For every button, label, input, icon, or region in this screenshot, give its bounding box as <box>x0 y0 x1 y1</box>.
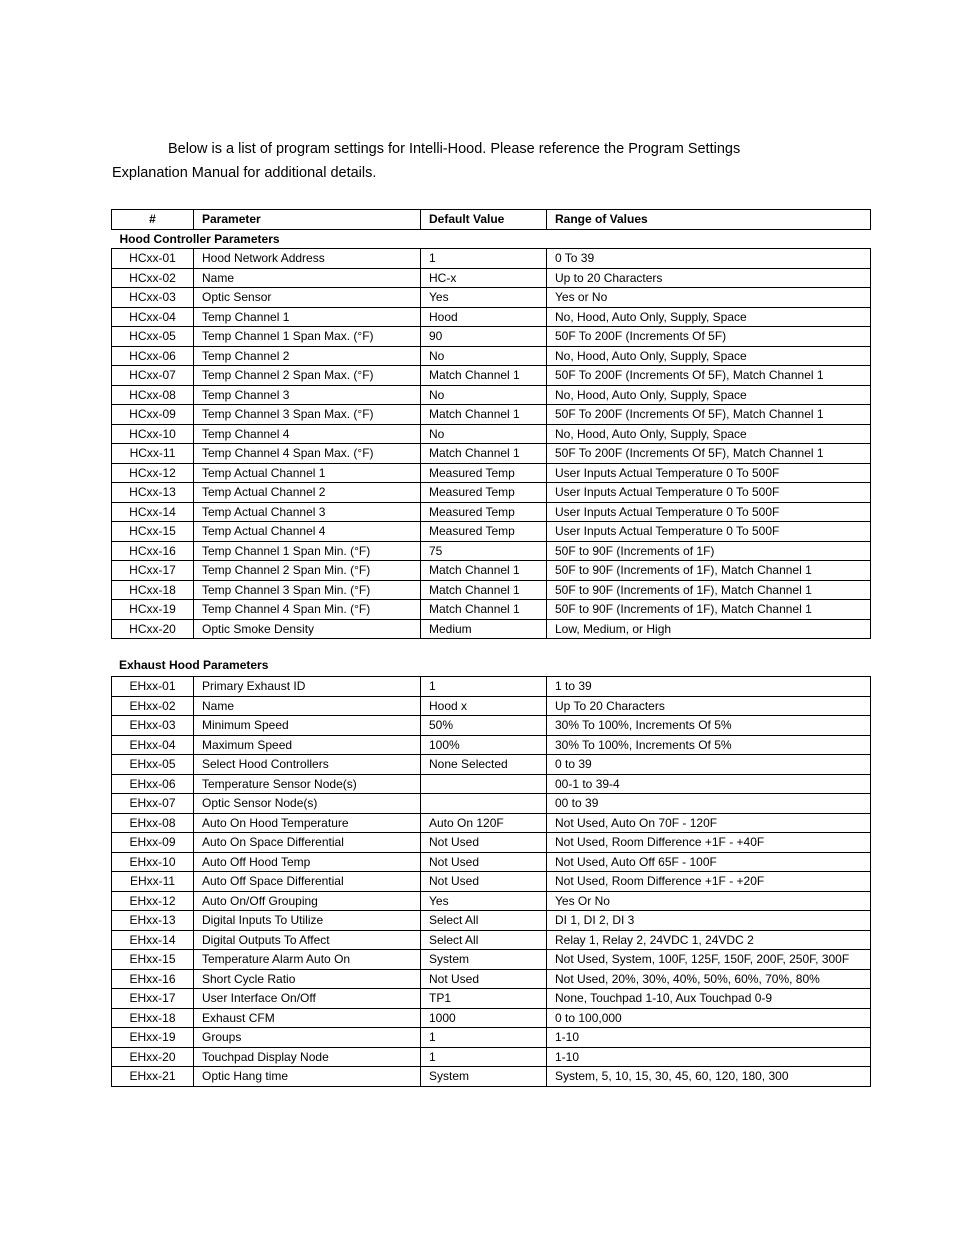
cell-default: Measured Temp <box>421 522 547 542</box>
cell-parameter: Auto Off Space Differential <box>194 872 421 892</box>
table-row <box>112 852 871 872</box>
cell-number: HCxx-16 <box>112 541 194 561</box>
table-row <box>112 774 871 794</box>
table-row <box>112 580 871 600</box>
cell-range: User Inputs Actual Temperature 0 To 500F <box>547 502 871 522</box>
table-row <box>112 755 871 775</box>
cell-parameter: Digital Inputs To Utilize <box>194 911 421 931</box>
cell-default: 50% <box>421 716 547 736</box>
cell-parameter: Temp Actual Channel 4 <box>194 522 421 542</box>
cell-default: TP1 <box>421 989 547 1009</box>
cell-range: User Inputs Actual Temperature 0 To 500F <box>547 463 871 483</box>
cell-parameter: Temp Channel 2 Span Min. (°F) <box>194 561 421 581</box>
cell-parameter: Maximum Speed <box>194 735 421 755</box>
cell-parameter: Optic Sensor Node(s) <box>194 794 421 814</box>
cell-range: 00 to 39 <box>547 794 871 814</box>
hood-controller-table <box>111 209 871 639</box>
cell-number: EHxx-09 <box>112 833 194 853</box>
table-row <box>112 424 871 444</box>
cell-number: HCxx-18 <box>112 580 194 600</box>
cell-range: Yes Or No <box>547 891 871 911</box>
col-header-range: Range of Values <box>547 210 871 230</box>
cell-number: HCxx-20 <box>112 619 194 639</box>
cell-range: No, Hood, Auto Only, Supply, Space <box>547 385 871 405</box>
cell-default: Not Used <box>421 872 547 892</box>
cell-default <box>421 794 547 814</box>
cell-range: Not Used, Room Difference +1F - +20F <box>547 872 871 892</box>
cell-parameter: Optic Sensor <box>194 288 421 308</box>
table-row <box>112 307 871 327</box>
cell-default: Auto On 120F <box>421 813 547 833</box>
cell-number: EHxx-01 <box>112 677 194 697</box>
cell-parameter: Name <box>194 696 421 716</box>
col-header-default: Default Value <box>421 210 547 230</box>
cell-range: User Inputs Actual Temperature 0 To 500F <box>547 522 871 542</box>
cell-range: 0 To 39 <box>547 249 871 269</box>
cell-number: EHxx-19 <box>112 1028 194 1048</box>
cell-parameter: Temp Actual Channel 2 <box>194 483 421 503</box>
cell-parameter: Primary Exhaust ID <box>194 677 421 697</box>
cell-default: Select All <box>421 911 547 931</box>
cell-range: 50F to 90F (Increments of 1F), Match Channel 1 <box>547 580 871 600</box>
cell-default: Not Used <box>421 852 547 872</box>
table-row <box>112 483 871 503</box>
table-row <box>112 1008 871 1028</box>
cell-number: EHxx-04 <box>112 735 194 755</box>
cell-range: Not Used, Auto On 70F - 120F <box>547 813 871 833</box>
col-header-number: # <box>112 210 194 230</box>
cell-default: System <box>421 1067 547 1087</box>
cell-parameter: Short Cycle Ratio <box>194 969 421 989</box>
cell-default: Match Channel 1 <box>421 580 547 600</box>
cell-number: HCxx-08 <box>112 385 194 405</box>
cell-default: No <box>421 424 547 444</box>
cell-range: 50F to 90F (Increments of 1F), Match Channel 1 <box>547 600 871 620</box>
exhaust-hood-table <box>111 676 871 1087</box>
cell-number: HCxx-04 <box>112 307 194 327</box>
cell-number: EHxx-14 <box>112 930 194 950</box>
cell-number: HCxx-11 <box>112 444 194 464</box>
table-row <box>112 561 871 581</box>
cell-number: EHxx-17 <box>112 989 194 1009</box>
table-row <box>112 716 871 736</box>
cell-default: No <box>421 346 547 366</box>
cell-parameter: Digital Outputs To Affect <box>194 930 421 950</box>
table-row <box>112 891 871 911</box>
cell-default: 1 <box>421 249 547 269</box>
cell-default: 1 <box>421 1028 547 1048</box>
table-row <box>112 249 871 269</box>
cell-parameter: Temp Channel 3 Span Min. (°F) <box>194 580 421 600</box>
cell-range: System, 5, 10, 15, 30, 45, 60, 120, 180, 300 <box>547 1067 871 1087</box>
cell-range: 1 to 39 <box>547 677 871 697</box>
cell-parameter: Temp Channel 4 Span Min. (°F) <box>194 600 421 620</box>
cell-default: Yes <box>421 288 547 308</box>
cell-default: Match Channel 1 <box>421 561 547 581</box>
cell-number: HCxx-01 <box>112 249 194 269</box>
cell-parameter: Temp Channel 2 <box>194 346 421 366</box>
cell-default: Measured Temp <box>421 502 547 522</box>
cell-number: EHxx-16 <box>112 969 194 989</box>
cell-default: 75 <box>421 541 547 561</box>
cell-default: Hood <box>421 307 547 327</box>
table-row <box>112 1028 871 1048</box>
table-row <box>112 950 871 970</box>
cell-range: Relay 1, Relay 2, 24VDC 1, 24VDC 2 <box>547 930 871 950</box>
cell-default: System <box>421 950 547 970</box>
cell-default: Not Used <box>421 969 547 989</box>
table-row <box>112 833 871 853</box>
cell-range: 1-10 <box>547 1028 871 1048</box>
cell-number: HCxx-02 <box>112 268 194 288</box>
table-row <box>112 346 871 366</box>
table-row <box>112 268 871 288</box>
cell-default: Match Channel 1 <box>421 444 547 464</box>
table-row <box>112 619 871 639</box>
cell-default: 100% <box>421 735 547 755</box>
cell-number: EHxx-18 <box>112 1008 194 1028</box>
cell-parameter: Temp Actual Channel 3 <box>194 502 421 522</box>
cell-range: 30% To 100%, Increments Of 5% <box>547 716 871 736</box>
cell-parameter: Temp Channel 2 Span Max. (°F) <box>194 366 421 386</box>
cell-default: Measured Temp <box>421 463 547 483</box>
cell-number: EHxx-06 <box>112 774 194 794</box>
table-row <box>112 794 871 814</box>
cell-number: HCxx-10 <box>112 424 194 444</box>
table-row <box>112 366 871 386</box>
cell-parameter: Temp Channel 4 <box>194 424 421 444</box>
cell-parameter: Name <box>194 268 421 288</box>
table-row <box>112 677 871 697</box>
cell-number: EHxx-07 <box>112 794 194 814</box>
cell-range: Up To 20 Characters <box>547 696 871 716</box>
table-row <box>112 600 871 620</box>
cell-range: Not Used, Room Difference +1F - +40F <box>547 833 871 853</box>
cell-range: 0 to 100,000 <box>547 1008 871 1028</box>
cell-parameter: Temp Channel 3 <box>194 385 421 405</box>
cell-number: HCxx-09 <box>112 405 194 425</box>
cell-parameter: Temp Channel 4 Span Max. (°F) <box>194 444 421 464</box>
cell-parameter: User Interface On/Off <box>194 989 421 1009</box>
cell-range: 50F To 200F (Increments Of 5F), Match Channel 1 <box>547 405 871 425</box>
col-header-parameter: Parameter <box>194 210 421 230</box>
cell-range: 00-1 to 39-4 <box>547 774 871 794</box>
cell-default: 1 <box>421 1047 547 1067</box>
table-row <box>112 502 871 522</box>
cell-parameter: Minimum Speed <box>194 716 421 736</box>
cell-range: No, Hood, Auto Only, Supply, Space <box>547 424 871 444</box>
cell-parameter: Select Hood Controllers <box>194 755 421 775</box>
intro-paragraph: Below is a list of program settings for Intelli-Hood. Please reference the Program Settings Explanation Manual for additional details. <box>112 141 741 181</box>
cell-parameter: Groups <box>194 1028 421 1048</box>
table-row <box>112 288 871 308</box>
cell-number: HCxx-05 <box>112 327 194 347</box>
cell-parameter: Temperature Sensor Node(s) <box>194 774 421 794</box>
cell-number: EHxx-08 <box>112 813 194 833</box>
cell-parameter: Temp Channel 3 Span Max. (°F) <box>194 405 421 425</box>
cell-number: HCxx-07 <box>112 366 194 386</box>
cell-number: EHxx-10 <box>112 852 194 872</box>
cell-default: 90 <box>421 327 547 347</box>
cell-parameter: Optic Smoke Density <box>194 619 421 639</box>
cell-number: EHxx-12 <box>112 891 194 911</box>
cell-number: EHxx-05 <box>112 755 194 775</box>
cell-range: 50F To 200F (Increments Of 5F), Match Channel 1 <box>547 366 871 386</box>
cell-range: 50F to 90F (Increments of 1F), Match Channel 1 <box>547 561 871 581</box>
table-row <box>112 1047 871 1067</box>
cell-parameter: Exhaust CFM <box>194 1008 421 1028</box>
cell-default: Match Channel 1 <box>421 366 547 386</box>
cell-parameter: Optic Hang time <box>194 1067 421 1087</box>
cell-range: 30% To 100%, Increments Of 5% <box>547 735 871 755</box>
cell-number: EHxx-03 <box>112 716 194 736</box>
cell-range: Low, Medium, or High <box>547 619 871 639</box>
cell-number: HCxx-12 <box>112 463 194 483</box>
cell-range: Up to 20 Characters <box>547 268 871 288</box>
cell-number: HCxx-19 <box>112 600 194 620</box>
cell-range: 50F to 90F (Increments of 1F) <box>547 541 871 561</box>
hood-section-title: Hood Controller Parameters <box>112 229 871 249</box>
table-row <box>112 327 871 347</box>
cell-range: Yes or No <box>547 288 871 308</box>
cell-range: No, Hood, Auto Only, Supply, Space <box>547 346 871 366</box>
cell-number: HCxx-03 <box>112 288 194 308</box>
cell-number: EHxx-02 <box>112 696 194 716</box>
cell-default: Select All <box>421 930 547 950</box>
cell-parameter: Temp Channel 1 <box>194 307 421 327</box>
table-row <box>112 405 871 425</box>
table-row <box>112 541 871 561</box>
exhaust-section-title: Exhaust Hood Parameters <box>119 658 269 672</box>
cell-parameter: Temperature Alarm Auto On <box>194 950 421 970</box>
cell-parameter: Auto On Hood Temperature <box>194 813 421 833</box>
table-row <box>112 969 871 989</box>
cell-default: Yes <box>421 891 547 911</box>
table-row <box>112 444 871 464</box>
cell-parameter: Auto On/Off Grouping <box>194 891 421 911</box>
cell-number: HCxx-17 <box>112 561 194 581</box>
cell-default <box>421 774 547 794</box>
cell-number: EHxx-21 <box>112 1067 194 1087</box>
cell-range: 1-10 <box>547 1047 871 1067</box>
cell-range: DI 1, DI 2, DI 3 <box>547 911 871 931</box>
cell-default: Not Used <box>421 833 547 853</box>
cell-number: EHxx-15 <box>112 950 194 970</box>
table-row <box>112 872 871 892</box>
cell-default: 1 <box>421 677 547 697</box>
cell-default: Match Channel 1 <box>421 405 547 425</box>
section-row <box>112 229 871 249</box>
cell-default: None Selected <box>421 755 547 775</box>
cell-parameter: Touchpad Display Node <box>194 1047 421 1067</box>
cell-range: No, Hood, Auto Only, Supply, Space <box>547 307 871 327</box>
cell-number: EHxx-20 <box>112 1047 194 1067</box>
cell-default: 1000 <box>421 1008 547 1028</box>
table-row <box>112 463 871 483</box>
table-header-row <box>112 210 871 230</box>
cell-default: No <box>421 385 547 405</box>
cell-default: Measured Temp <box>421 483 547 503</box>
cell-range: None, Touchpad 1-10, Aux Touchpad 0-9 <box>547 989 871 1009</box>
cell-range: Not Used, 20%, 30%, 40%, 50%, 60%, 70%, 80% <box>547 969 871 989</box>
cell-default: Match Channel 1 <box>421 600 547 620</box>
table-row <box>112 911 871 931</box>
cell-number: HCxx-13 <box>112 483 194 503</box>
cell-range: User Inputs Actual Temperature 0 To 500F <box>547 483 871 503</box>
cell-parameter: Temp Actual Channel 1 <box>194 463 421 483</box>
table-row <box>112 1067 871 1087</box>
cell-range: Not Used, System, 100F, 125F, 150F, 200F, 250F, 300F <box>547 950 871 970</box>
cell-parameter: Temp Channel 1 Span Min. (°F) <box>194 541 421 561</box>
cell-parameter: Hood Network Address <box>194 249 421 269</box>
cell-default: HC-x <box>421 268 547 288</box>
cell-range: 50F To 200F (Increments Of 5F), Match Channel 1 <box>547 444 871 464</box>
cell-number: EHxx-11 <box>112 872 194 892</box>
cell-number: EHxx-13 <box>112 911 194 931</box>
cell-parameter: Auto Off Hood Temp <box>194 852 421 872</box>
cell-default: Hood x <box>421 696 547 716</box>
cell-range: 50F To 200F (Increments Of 5F) <box>547 327 871 347</box>
cell-number: HCxx-15 <box>112 522 194 542</box>
table-row <box>112 813 871 833</box>
cell-parameter: Temp Channel 1 Span Max. (°F) <box>194 327 421 347</box>
table-row <box>112 989 871 1009</box>
table-row <box>112 696 871 716</box>
table-row <box>112 930 871 950</box>
cell-range: 0 to 39 <box>547 755 871 775</box>
cell-default: Medium <box>421 619 547 639</box>
cell-number: HCxx-14 <box>112 502 194 522</box>
table-row <box>112 385 871 405</box>
cell-parameter: Auto On Space Differential <box>194 833 421 853</box>
table-row <box>112 735 871 755</box>
cell-range: Not Used, Auto Off 65F - 100F <box>547 852 871 872</box>
table-row <box>112 522 871 542</box>
cell-number: HCxx-06 <box>112 346 194 366</box>
